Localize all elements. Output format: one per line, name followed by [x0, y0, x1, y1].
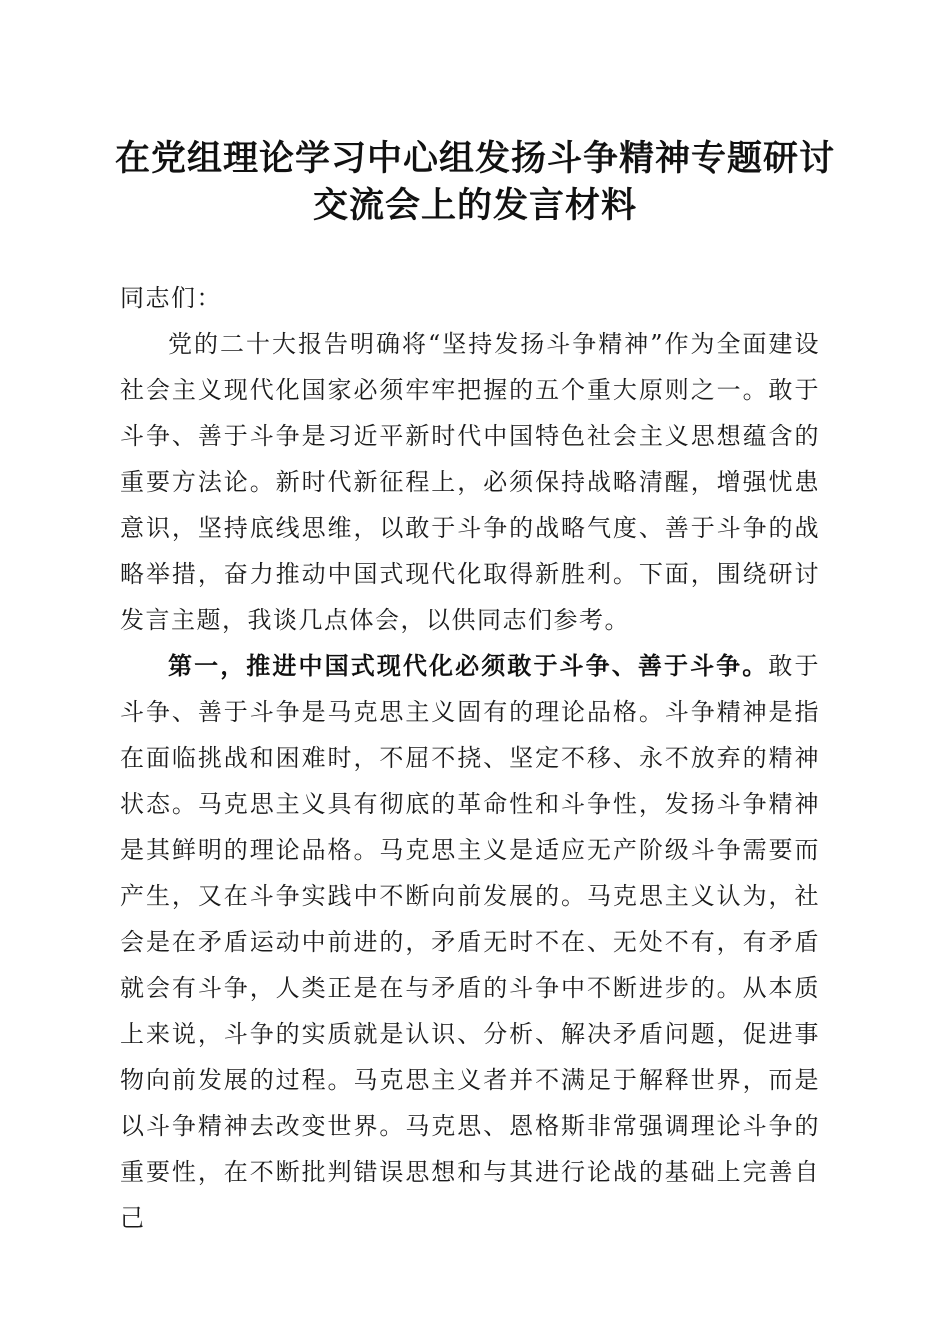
- document-body: [120, 275, 820, 1241]
- document-title: [100, 135, 850, 229]
- paragraph-first-point-text: 敢于斗争、善于斗争是马克思主义固有的理论品格。斗争精神是指在面临挑战和困难时，不屈不挠、坚定不移、永不放弃的精神状态。马克思主义具有彻底的革命性和斗争性，发扬斗争精神是其鲜明的理论品格。马克思主义是适应无产阶级斗争需要而产生，又在斗争实践中不断向前发展的。马克思主义认为，社会是在矛盾运动中前进的，矛盾无时不在、无处不有，有矛盾就会有斗争，人类正是在与矛盾的斗争中不断进步的。从本质上来说，斗争的实质就是认识、分析、解决矛盾问题，促进事物向前发展的过程。马克思主义者并不满足于解释世界，而是以斗争精神去改变世界。马克思、恩格斯非常强调理论斗争的重要性，在不断批判错误思想和与其进行论战的基础上完善自己: [120, 652, 821, 1232]
- paragraph-intro: 党的二十大报告明确将“坚持发扬斗争精神”作为全面建设社会主义现代化国家必须牢牢把握的五个重大原则之一。敢于斗争、善于斗争是习近平新时代中国特色社会主义思想蕴含的重要方法论。新时代新征程上，必须保持战略清醒，增强忧患意识，坚持底线思维，以敢于斗争的战略气度、善于斗争的战略举措，奋力推动中国式现代化取得新胜利。下面，围绕研讨发言主题，我谈几点体会，以供同志们参考。: [120, 330, 820, 634]
- paragraph-first-point-heading: 第一，推进中国式现代化必须敢于斗争、善于斗争。: [168, 651, 769, 680]
- document-title-line-2: 交流会上的发言材料: [312, 185, 637, 226]
- document-title-line-1: 在党组理论学习中心组发扬斗争精神专题研讨: [114, 138, 835, 179]
- paragraph-first-point: [120, 643, 820, 1241]
- salutation: 同志们：: [120, 284, 222, 312]
